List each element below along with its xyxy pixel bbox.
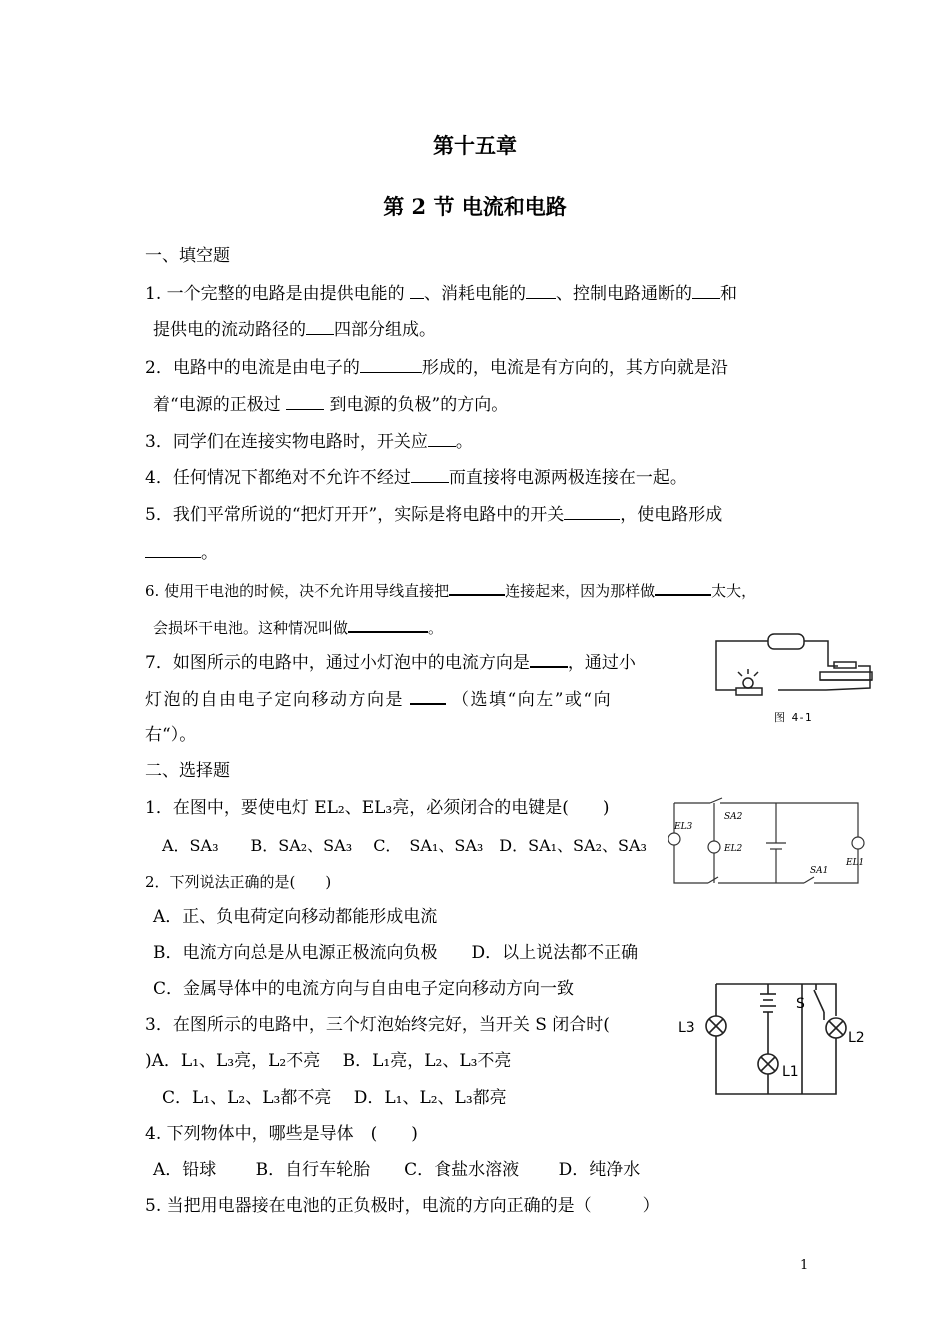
choice-4-options: A．铅球 B．自行车轮胎 C．食盐水溶液 D．纯净水 <box>153 1160 641 1180</box>
choice-question-3: 3．在图所示的电路中，三个灯泡始终完好，当开关 S 闭合时( <box>145 1015 610 1035</box>
q1-text-f: 四部分组成。 <box>334 320 436 340</box>
label-l2: L2 <box>848 1030 865 1046</box>
part1-heading: 一、填空题 <box>145 246 230 266</box>
q1-text-c: 、控制电路通断的 <box>556 284 693 304</box>
circuit-diagram-2 <box>676 976 872 1102</box>
question-6-line2 <box>153 615 443 638</box>
label-l3: L3 <box>678 1020 695 1036</box>
q4-text-b: 而直接将电源两极连接在一起。 <box>448 468 687 488</box>
question-7-line2 <box>145 687 612 711</box>
question-3 <box>145 430 473 453</box>
choice-question-2: 2．下列说法正确的是( ) <box>145 873 332 891</box>
bulb-icon <box>743 678 753 688</box>
q1-text-a: 1. 一个完整的电路是由提供电能的 <box>145 284 411 304</box>
question-5 <box>145 503 722 526</box>
q6-text-e: 。 <box>428 619 444 637</box>
q3-text-b: 。 <box>455 432 473 452</box>
choice-question-5: 5. 当把用电器接在电池的正负极时，电流的方向正确的是（ ） <box>145 1196 660 1216</box>
q3-text-a: 3．同学们在连接实物电路时，开关应 <box>145 432 428 452</box>
q5-text-a: 5．我们平常所说的“把灯开开”，实际是将电路中的开关 <box>145 505 565 525</box>
q7-text-a: 7．如图所示的电路中，通过小灯泡中的电流方向是 <box>145 653 530 673</box>
figure-4-1-caption: 图 4-1 <box>774 711 812 724</box>
q2-text-b: 形成的，电流是有方向的，其方向就是沿 <box>421 358 728 378</box>
question-6 <box>145 578 756 601</box>
q5-text-b: ，使电路形成 <box>620 505 723 525</box>
figure-4-1 <box>708 628 880 728</box>
q6-text-d: 会损坏干电池。这种情况叫做 <box>153 619 349 637</box>
q1-text-d: 和 <box>720 284 738 304</box>
question-1 <box>145 282 737 305</box>
choice-question-4: 4. 下列物体中，哪些是导体 ( ) <box>145 1124 418 1144</box>
q6-text-a: 6. 使用干电池的时候，决不允许用导线直接把 <box>145 582 450 600</box>
label-sa1: SA1 <box>810 866 829 876</box>
q7-text-d: （选填“向左”或“向 <box>452 690 613 710</box>
choice-2-option-c: C．金属导体中的电流方向与自由电子定向移动方向一致 <box>153 979 575 999</box>
chapter-title: 第十五章 <box>433 133 517 158</box>
q6-text-c: 太大， <box>711 582 757 600</box>
battery-icon <box>768 634 804 649</box>
q5-text-c: 。 <box>201 543 218 563</box>
switch-icon <box>820 672 872 680</box>
choice-3-options-a-b: )A．L₁、L₃亮，L₂不亮 B．L₁亮，L₂、L₃不亮 <box>145 1051 512 1071</box>
question-2 <box>145 356 728 379</box>
question-4 <box>145 466 687 489</box>
choice-2-option-b-d: B．电流方向总是从电源正极流向负极 D．以上说法都不正确 <box>153 943 639 963</box>
label-s: S <box>796 996 805 1012</box>
choice-3-options-c-d: C．L₁、L₂、L₃都不亮 D．L₁、L₂、L₃都亮 <box>162 1088 507 1108</box>
page-number: 1 <box>800 1258 809 1273</box>
choice-question-1-options: A．SA₃ B．SA₂、SA₃ C． SA₁、SA₃ D．SA₁、SA₂、SA₃ <box>162 836 647 855</box>
q7-text-c: 灯泡的自由电子定向移动方向是 <box>145 690 404 710</box>
label-el1: EL1 <box>846 858 865 868</box>
q1-text-b: 、消耗电能的 <box>424 284 527 304</box>
q2-text-a: 2．电路中的电流是由电子的 <box>145 358 360 378</box>
q2-text-c: 着“电源的正极过 <box>153 395 287 415</box>
question-2-line2 <box>153 393 508 416</box>
q1-text-e: 提供电的流动路径的 <box>153 320 306 340</box>
circuit-diagram-1 <box>668 797 868 889</box>
choice-question-1: 1．在图中，要使电灯 EL₂、EL₃亮，必须闭合的电键是( ) <box>145 798 610 818</box>
q2-text-d: 到电源的负极”的方向。 <box>324 395 509 415</box>
question-1-line2 <box>153 318 436 341</box>
choice-2-option-a: A．正、负电荷定向移动都能形成电流 <box>153 907 438 927</box>
part2-heading: 二、选择题 <box>145 761 230 781</box>
q4-text-a: 4．任何情况下都绝对不允许不经过 <box>145 468 411 488</box>
section-title: 第 2 节 电流和电路 <box>383 194 567 219</box>
label-el2: EL2 <box>724 844 743 854</box>
question-7-line3: 右“）。 <box>145 725 197 745</box>
label-el3: EL3 <box>674 822 693 832</box>
q7-text-b: ，通过小 <box>567 653 636 673</box>
question-7 <box>145 650 636 674</box>
label-sa2: SA2 <box>724 812 743 822</box>
label-l1: L1 <box>782 1064 799 1080</box>
question-5-line2 <box>145 541 218 564</box>
q6-text-b: 连接起来，因为那样做 <box>505 582 656 600</box>
